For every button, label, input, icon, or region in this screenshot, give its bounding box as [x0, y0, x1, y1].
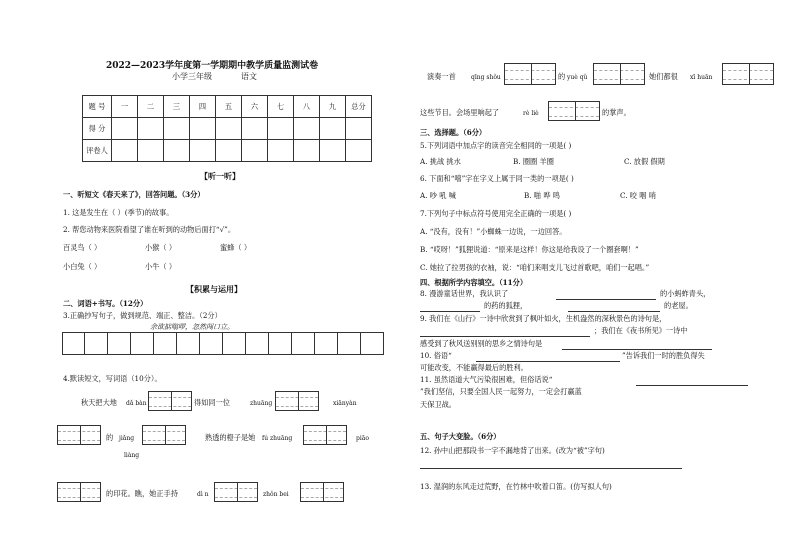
question-6-option-a: A. 吵 吼 喊	[420, 191, 456, 200]
score-table-header-row	[83, 96, 372, 118]
question-9-text: ；我们在《夜书所见》一诗中	[594, 326, 688, 335]
animal-option: 小牛（ ）	[145, 262, 177, 271]
pinyin-answer-box[interactable]	[303, 425, 347, 445]
question-8-text: 的药的狐狸，	[484, 301, 528, 310]
pinyin-answer-box[interactable]	[593, 63, 645, 85]
pinyin-answer-box[interactable]	[548, 101, 600, 121]
question-7-option-a: A. “没有，没有！”小蜘蛛一边说，一边回答。	[420, 227, 567, 236]
score-col-header: 三	[164, 96, 190, 118]
pinyin: dì n	[197, 491, 209, 498]
passage-text: 秋天把大地	[81, 398, 117, 407]
score-col-header: 题 号	[83, 96, 112, 118]
pinyin: fú zhuāng	[262, 435, 293, 442]
animal-option: 蜜蜂（ ）	[220, 243, 252, 252]
question-7-option-c: C. 她拉了拉男孩的衣袖，说：“咱们来唱支儿飞过首歌吧，咱们一起唱。”	[420, 263, 650, 272]
animal-option: 百灵鸟（ ）	[63, 243, 102, 252]
pinyin-answer-box[interactable]	[57, 425, 101, 445]
answer-line[interactable]	[562, 349, 712, 350]
question-3: 3.正确抄写句子，做到规范、端正、整洁。（2分）	[63, 311, 222, 320]
pinyin: xiānyàn	[333, 400, 357, 407]
grade-label: 小学三年级	[172, 72, 212, 81]
animal-option: 小猴（ ）	[145, 243, 177, 252]
pinyin: rè liè	[523, 110, 539, 117]
pinyin: yuè qǔ	[567, 74, 588, 81]
question-8: 8. 漫游童话世界，我认识了	[420, 289, 509, 298]
subject-label: 语文	[241, 72, 257, 81]
passage-text: 的印花。瞧，她正手持	[106, 489, 178, 498]
question-9: 9. 我们在《山行》一诗中欣赏到了枫叶如火，生机盎然的深秋景色的诗句是，	[420, 314, 667, 323]
question-10-text: 可能改变，不能赢得最后的胜利。	[420, 363, 528, 372]
pinyin-answer-box[interactable]	[142, 425, 186, 445]
question-9-text: 感受到了秋风送别别的思乡之情诗句是	[420, 339, 543, 348]
pinyin: jiǎnɡ	[119, 435, 135, 442]
question-2-title: 二、词语+书写。（12分）	[63, 299, 148, 308]
question-8-text: 的小蚂蚱青头，	[660, 289, 711, 298]
pinyin-answer-box[interactable]	[300, 482, 344, 502]
passage-text: 演奏一首	[427, 72, 456, 81]
passage-text: 熟透的橙子是她	[205, 433, 256, 442]
answer-line[interactable]	[420, 468, 682, 469]
question-3-title: 三、选择题。（6分）	[420, 128, 487, 137]
score-col-header: 四	[190, 96, 216, 118]
writing-grid[interactable]	[62, 332, 384, 355]
score-row-label: 得 分	[83, 118, 112, 140]
question-5-option-c: C. 放假 假期	[624, 157, 665, 166]
copy-source-text: 余欲掂嗡啰，忽然闯口立。	[150, 323, 234, 331]
exam-title: 2022—2023学年度第一学期期中教学质量监测试卷	[106, 61, 319, 71]
answer-line[interactable]	[476, 361, 620, 362]
question-4-title: 四、根据所学内容填空。（11分）	[420, 278, 528, 287]
score-col-header: 八	[294, 96, 320, 118]
animal-option: 小白兔（ ）	[63, 262, 102, 271]
question-11-text: 天保卫战。	[420, 400, 456, 409]
section-use-heading: 【积累与运用】	[186, 284, 242, 294]
question-11: 11. 虽然语道大气污染很困难，但俗话说“	[420, 375, 553, 384]
score-table	[82, 95, 372, 162]
question-6: 6. 下面和“嘻”字在字义上属于同一类的一项是( )	[420, 174, 574, 183]
question-1-title: 一、听短文《春天来了》，回答问题。（3分）	[63, 190, 205, 199]
pinyin: dǎ bàn	[126, 400, 147, 407]
question-5-option-b: B. 圈圈 羊圈	[513, 157, 554, 166]
question-5-title: 五、句子大变脸。（6分）	[420, 432, 501, 441]
passage-text: 的	[558, 72, 566, 81]
score-col-header: 七	[268, 96, 294, 118]
question-5-option-a: A. 挑战 挑水	[420, 157, 461, 166]
score-row	[83, 118, 372, 140]
grader-row-label: 评卷人	[83, 140, 112, 162]
pinyin: zhuānɡ	[250, 400, 273, 407]
answer-line[interactable]	[420, 311, 480, 312]
passage-text: 得如同一位	[194, 398, 230, 407]
passage-text: 的	[106, 433, 114, 442]
answer-line[interactable]	[556, 299, 656, 300]
pinyin: xī huān	[690, 74, 713, 81]
score-col-header: 二	[138, 96, 164, 118]
answer-line[interactable]	[636, 385, 748, 386]
answer-line[interactable]	[420, 336, 590, 337]
grader-row	[83, 140, 372, 162]
passage-text: 她们都很	[649, 72, 678, 81]
pinyin-answer-box[interactable]	[722, 63, 774, 85]
answer-line[interactable]	[568, 311, 660, 312]
pinyin: piāo	[356, 435, 369, 442]
score-col-header: 一	[112, 96, 138, 118]
question-10: 10. 俗语“	[420, 351, 452, 360]
score-col-header: 五	[216, 96, 242, 118]
pinyin: liàng	[124, 452, 140, 459]
question-6-option-c: C. 咬 咽 哨	[620, 191, 656, 200]
question-11-text: ”我们坚信，只要全国人民一起努力，一定会打赢蓝	[420, 387, 582, 396]
pinyin-answer-box[interactable]	[57, 482, 101, 502]
pinyin: qīng shǒu	[471, 74, 501, 81]
question-6-option-b: B. 啪 哗 鸣	[524, 191, 560, 200]
pinyin-answer-box[interactable]	[214, 482, 258, 502]
pinyin-answer-box[interactable]	[275, 391, 319, 411]
question-12: 12. 孙中山把那段书一字不漏地背了出来。(改为“被”字句)	[420, 446, 605, 455]
passage-text: 的掌声。	[602, 108, 631, 117]
question-4: 4.默读短文，写词语（10分）。	[63, 374, 162, 383]
question-1-1: 1. 这是发生在（ ）(季节)的故事。	[63, 208, 174, 217]
pinyin-answer-box[interactable]	[504, 63, 556, 85]
score-col-header: 六	[242, 96, 268, 118]
question-1-2: 2. 帮您动物来医院看望了谁在听到的动物后面打“√”。	[63, 225, 236, 234]
question-13: 13. 湿润的东风走过荒野，在竹林中吹着口笛。(仿写拟人句)	[420, 482, 612, 491]
question-7: 7.下列句子中标点符号使用完全正确的一项是( )	[420, 209, 572, 218]
question-5: 5.下列词语中加点字的读音完全相同的一项是( )	[420, 141, 572, 150]
score-col-header: 九	[320, 96, 346, 118]
score-col-header: 总分	[346, 96, 372, 118]
question-7-option-b: B. “哎呀！”狐狸说道：“原来是这样！你这是给我设了一个圈套啊！”	[420, 245, 639, 254]
question-10-text: ”告诉我们一时的胜负得失	[622, 351, 705, 360]
passage-text: 这些节目。会场里响起了	[420, 108, 500, 117]
section-listen-heading: 【听一听】	[200, 171, 240, 181]
pinyin: zhǒn bei	[263, 491, 289, 498]
question-8-text: 的老屋。	[664, 301, 693, 310]
pinyin-answer-box[interactable]	[148, 391, 192, 411]
